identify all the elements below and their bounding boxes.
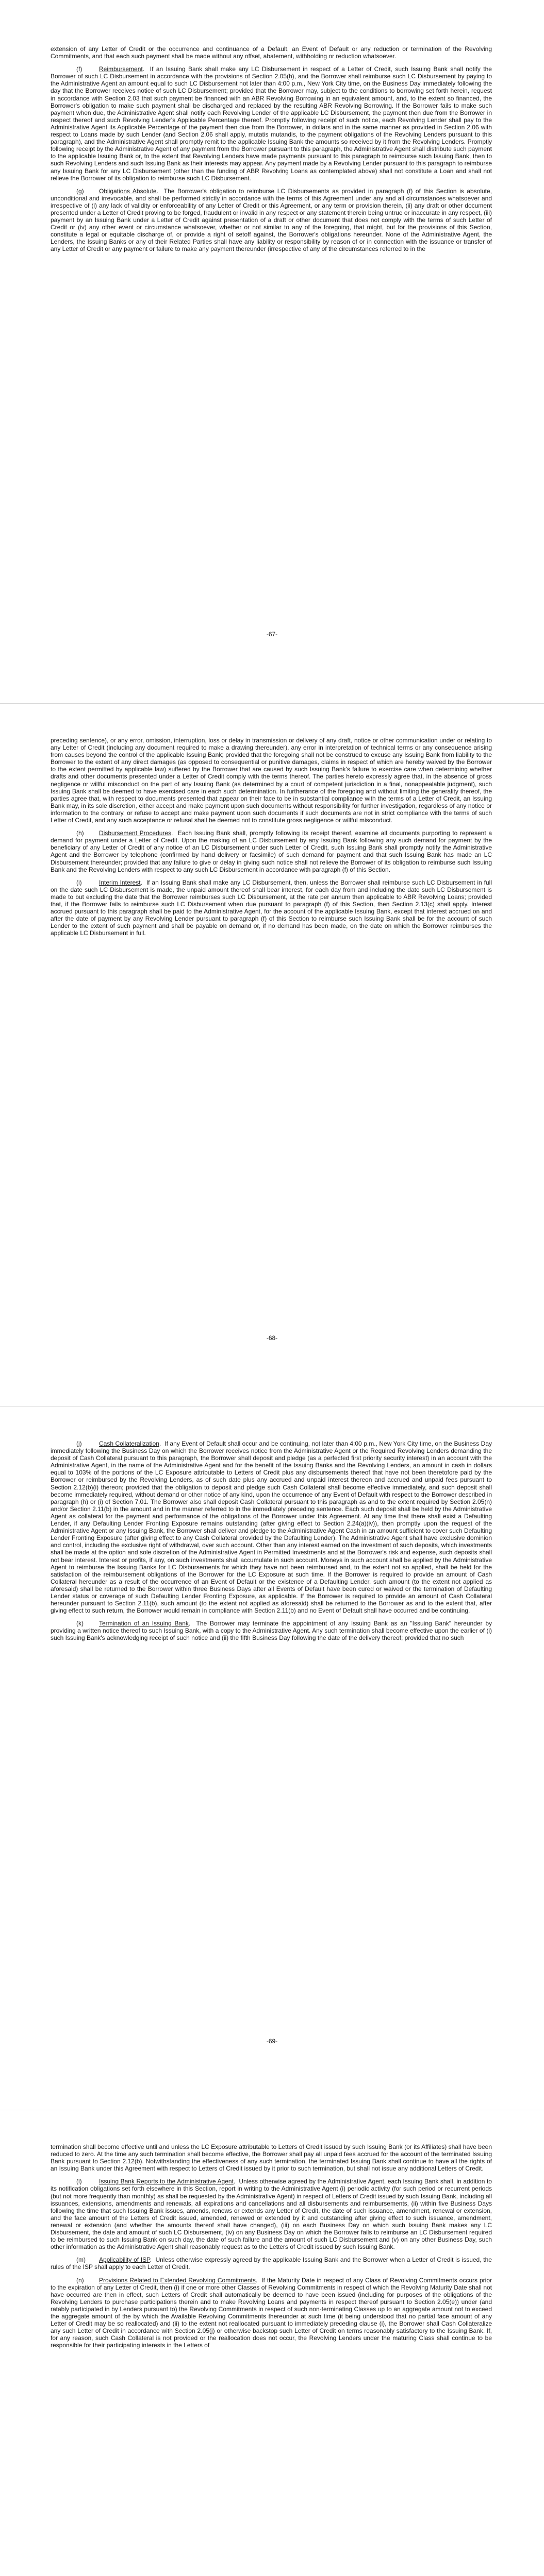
section-l-issuing-bank-reports: (l) Issuing Bank Reports to the Administrative Agent. Unless otherwise agreed by the Administrative Agent, each Issuing Bank shall, in addition to its notification obligations set forth elsewhere in this Section, report in writing to the Administrative Agent (i) periodic activity (for such period or recurrent periods (but not more frequently than monthly) as shall be requested by the Administrative Agent) in respect of Letters of Credit issued by such Issuing Bank, including all issuances, extensions, amendments and renewals, all expirations and cancellations and all disbursements and reimbursements, (ii) within five Business Days following the time that such Issuing Bank issues, amends, renews or extends any Letter of Credit, the date of such issuance, amendment, renewal or extension, and the face amount of the Letters of Credit issued, amended, renewed or extended by it and outstanding after giving effect to such issuance, amendment, renewal or extension (and whether the amounts thereof shall have changed), (iii) on each Business Day on which such Issuing Bank makes any LC Disbursement, the date and amount of such LC Disbursement, (iv) on any Business Day on which the Borrower fails to reimburse an LC Disbursement required to be reimbursed to such Issuing Bank on such day, the date of such failure and the amount of such LC Disbursement and (v) on any other Business Day, such other information as the Administrative Agent shall reasonably request as to the Letters of Credit issued by such Issuing Bank. <box>51 2178 492 2251</box>
section-label: (j) <box>76 1440 82 1447</box>
page-67-body <box>51 45 492 259</box>
section-text: If the Maturity Date in respect of any Class of Revolving Commitments occurs prior to the expiration of any Letter of Credit, then (i) if one or more other Classes of Revolving Commitments in respect of which the Revolving Maturity Date shall not have occurred are then in effect, such Letters of Credit shall automatically be deemed to have been issued (including for purposes of the obligations of the Revolving Lenders to purchase participations therein and to make Revolving Loans and payments in respect thereof pursuant to Section 2.05(e)) under (and ratably participated in by Lenders pursuant to) the Revolving Commitments in respect of such non-terminating Classes up to an aggregate amount not to exceed the aggregate amount of the by which the Available Revolving Commitments thereunder at such time (it being understood that no partial face amount of any Letter of Credit may be so reallocated) and (ii) to the extent not reallocated pursuant to immediately preceding clause (i), the Borrower shall Cash Collateralize any such Letter of Credit in accordance with Section 2.05(j) or otherwise backstop such Letter of Credit on terms reasonably satisfactory to the Issuing Bank. If, for any reason, such Cash Collateral is not provided or the reallocation does not occur, the Revolving Lenders under the maturing Class shall continue to be responsible for their participating interests in the Letters of <box>51 2276 492 2349</box>
section-heading: Reimbursement <box>99 65 143 73</box>
section-g-obligations-absolute: (g) Obligations Absolute. The Borrower's obligation to reimburse LC Disbursements as provided in paragraph (f) of this Section is absolute, unconditional and irrevocable, and shall be performed strictly in accordance with the terms of this Agreement under any and all circumstances whatsoever and irrespective of (i) any lack of validity or enforceability of any Letter of Credit or this Agreement, or any term or provision therein, (ii) any draft or other document presented under a Letter of Credit proving to be forged, fraudulent or invalid in any respect or any statement therein being untrue or inaccurate in any respect, (iii) payment by an Issuing Bank under a Letter of Credit against presentation of a draft or other document that does not comply with the terms of such Letter of Credit or (iv) any other event or circumstance whatsoever, whether or not similar to any of the foregoing, that might, but for the provisions of this Section, constitute a legal or equitable discharge of, or provide a right of setoff against, the Borrower's obligations hereunder. None of the Administrative Agent, the Lenders, the Issuing Banks or any of their Related Parties shall have any liability or responsibility by reason of or in connection with the issuance or transfer of any Letter of Credit or any payment or failure to make any payment thereunder (irrespective of any of the circumstances referred to in the <box>51 187 492 253</box>
section-text: Unless otherwise expressly agreed by the applicable Issuing Bank and the Borrower when a Letter of Credit is issued, the rules of the ISP shall apply to each Letter of Credit. <box>51 2256 492 2271</box>
section-label: (k) <box>76 1620 84 1628</box>
section-heading: Termination of an Issuing Bank <box>99 1620 189 1628</box>
page-69 <box>0 1407 544 2110</box>
section-label: (f) <box>76 65 83 73</box>
section-k-termination-of-issuing-bank: (k) Termination of an Issuing Bank. The Borrower may terminate the appointment of any Issuing Bank as an "Issuing Bank" hereunder by providing a written notice thereof to such Issuing Bank, with a copy to the Administrative Agent. Any such termination shall become effective upon the earlier of (i) such Issuing Bank's acknowledging receipt of such notice and (ii) the fifth Business Day following the date of the delivery thereof; provided that no such <box>51 1620 492 1642</box>
section-m-applicability-of-isp: (m) Applicability of ISP. Unless otherwise expressly agreed by the applicable Issuing Bank and the Borrower when a Letter of Credit is issued, the rules of the ISP shall apply to each Letter of Credit. <box>51 2256 492 2271</box>
section-heading: Cash Collateralization <box>99 1440 159 1447</box>
section-text: If an Issuing Bank shall make any LC Disbursement in respect of a Letter of Credit, such Issuing Bank shall notify the Borrower of such LC Disbursement in accordance with the provisions of Section 2.05(h), and the Borrower shall reimburse such LC Disbursement by paying to the Administrative Agent an amount equal to such LC Disbursement not later than 4:00 p.m., New York City time, on the Business Day immediately following the day that the Borrower receives notice of such LC Disbursement; provided that the Borrower may, subject to the conditions to borrowing set forth herein, request in accordance with Section 2.03 that such payment be financed with an ABR Revolving Borrowing in an equivalent amount, and, to the extent so financed, the Borrower's obligation to make such payment shall be discharged and replaced by the resulting ABR Revolving Borrowing. If the Borrower fails to make such payment when due, the Administrative Agent shall notify each Revolving Lender of the applicable LC Disbursement, the payment then due from the Borrower in respect thereof and such Revolving Lender's Applicable Percentage thereof. Promptly following receipt of such notice, each Revolving Lender shall pay to the Administrative Agent its Applicable Percentage of the payment then due from the Borrower, in dollars and in the same manner as provided in Section 2.06 with respect to Loans made by such Lender (and Section 2.06 shall apply, mutatis mutandis, to the payment obligations of the Revolving Lenders pursuant to this paragraph), and the Administrative Agent shall promptly remit to the applicable Issuing Bank the amounts so received by it from the Revolving Lenders. Promptly following receipt by the Administrative Agent of any payment from the Borrower pursuant to this paragraph, the Administrative Agent shall distribute such payment to the applicable Issuing Bank or, to the extent that Revolving Lenders have made payments pursuant to this paragraph to reimburse such Issuing Bank, then to such Revolving Lenders and such Issuing Bank as their interests may appear. Any payment made by a Revolving Lender pursuant to this paragraph to reimburse any Issuing Bank for any LC Disbursement (other than the funding of ABR Revolving Loans as contemplated above) shall not constitute a Loan and shall not relieve the Borrower of its obligation to reimburse such LC Disbursement. <box>51 65 492 182</box>
section-heading: Disbursement Procedures <box>99 829 172 837</box>
section-label: (g) <box>76 187 84 195</box>
page-number: -68- <box>266 1334 278 1342</box>
section-text: Each Issuing Bank shall, promptly following its receipt thereof, examine all documents purporting to represent a demand for payment under a Letter of Credit. Upon the making of an LC Disbursement by any Issuing Bank following any such demand for payment by the beneficiary of any Letter of Credit of any notice of an LC Disbursement under such Letter of Credit, such Issuing Bank shall promptly notify the Administrative Agent and the Borrower by telephone (confirmed by hand delivery or facsimile) of such demand for payment and that such Issuing Bank has made an LC Disbursement thereunder; provided that any failure to give or delay in giving such notice shall not relieve the Borrower of its obligation to reimburse such Issuing Bank and the Revolving Lenders with respect to any such LC Disbursement in accordance with paragraph (f) of this Section. <box>51 829 492 873</box>
section-heading: Provisions Related to Extended Revolving Commitments <box>99 2276 256 2284</box>
section-heading: Interim Interest <box>99 878 141 886</box>
continuation-paragraph: preceding sentence), or any error, omission, interruption, loss or delay in transmission or delivery of any draft, notice or other communication under or relating to any Letter of Credit (including any document required to make a drawing thereunder), any error in interpretation of technical terms or any consequence arising from causes beyond the control of the applicable Issuing Bank; provided that the foregoing shall not be construed to excuse any Issuing Bank from liability to the Borrower to the extent of any direct damages (as opposed to consequential or punitive damages, claims in respect of which are hereby waived by the Borrower to the extent permitted by applicable law) suffered by the Borrower that are caused by such Issuing Bank's failure to exercise care when determining whether drafts and other documents presented under a Letter of Credit comply with the terms thereof. The parties hereto expressly agree that, in the absence of gross negligence or willful misconduct on the part of any Issuing Bank (as determined by a court of competent jurisdiction in a final, nonappealable judgment), such Issuing Bank shall be deemed to have exercised care in each such determination. In furtherance of the foregoing and without limiting the generality thereof, the parties agree that, with respect to documents presented that appear on their face to be in substantial compliance with the terms of a Letter of Credit, an Issuing Bank may, in its sole discretion, either accept and make payment upon such documents without responsibility for further investigation, regardless of any notice or information to the contrary, or refuse to accept and make payment upon such documents if such documents are not in strict compliance with the terms of such Letter of Credit, and any such acceptance or refusal shall be deemed not to constitute gross negligence or willful misconduct. <box>51 737 492 824</box>
section-f-reimbursement: (f) Reimbursement. If an Issuing Bank shall make any LC Disbursement in respect of a Letter of Credit, such Issuing Bank shall notify the Borrower of such LC Disbursement in accordance with the provisions of Section 2.05(h), and the Borrower shall reimburse such LC Disbursement by paying to the Administrative Agent an amount equal to such LC Disbursement not later than 4:00 p.m., New York City time, on the Business Day immediately following the day that the Borrower receives notice of such LC Disbursement; provided that the Borrower may, subject to the conditions to borrowing set forth herein, request in accordance with Section 2.03 that such payment be financed with an ABR Revolving Borrowing in an equivalent amount, and, to the extent so financed, the Borrower's obligation to make such payment shall be discharged and replaced by the resulting ABR Revolving Borrowing. If the Borrower fails to make such payment when due, the Administrative Agent shall notify each Revolving Lender of the applicable LC Disbursement, the payment then due from the Borrower in respect thereof and such Revolving Lender's Applicable Percentage thereof. Promptly following receipt of such notice, each Revolving Lender shall pay to the Administrative Agent its Applicable Percentage of the payment then due from the Borrower, in dollars and in the same manner as provided in Section 2.06 with respect to Loans made by such Lender (and Section 2.06 shall apply, mutatis mutandis, to the payment obligations of the Revolving Lenders pursuant to this paragraph), and the Administrative Agent shall promptly remit to the applicable Issuing Bank the amounts so received by it from the Revolving Lenders. Promptly following receipt by the Administrative Agent of any payment from the Borrower pursuant to this paragraph, the Administrative Agent shall distribute such payment to the applicable Issuing Bank or, to the extent that Revolving Lenders have made payments pursuant to this paragraph to reimburse such Issuing Bank, then to such Revolving Lenders and such Issuing Bank as their interests may appear. Any payment made by a Revolving Lender pursuant to this paragraph to reimburse any Issuing Bank for any LC Disbursement (other than the funding of ABR Revolving Loans as contemplated above) shall not constitute a Loan and shall not relieve the Borrower of its obligation to reimburse such LC Disbursement. <box>51 65 492 182</box>
page-70 <box>0 2110 544 2576</box>
section-label: (i) <box>76 878 82 886</box>
section-heading: Obligations Absolute <box>99 187 157 195</box>
page-number: -67- <box>266 631 278 638</box>
section-i-interim-interest: (i) Interim Interest. If an Issuing Bank shall make any LC Disbursement, then, unless the Borrower shall reimburse such LC Disbursement in full on the date such LC Disbursement is made, the unpaid amount thereof shall bear interest, for each day from and including the date such LC Disbursement is made to but excluding the date that the Borrower reimburses such LC Disbursement, at the rate per annum then applicable to ABR Revolving Loans; provided that, if the Borrower fails to reimburse such LC Disbursement when due pursuant to paragraph (f) of this Section, then Section 2.13(c) shall apply. Interest accrued pursuant to this paragraph shall be paid to the Administrative Agent, for the account of the applicable Issuing Bank, except that interest accrued on and after the date of payment by any Revolving Lender pursuant to paragraph (f) of this Section to reimburse such Issuing Bank shall be for the account of such Lender to the extent of such payment and shall be payable on demand or, if no demand has been made, on the date on which the Borrower reimburses the applicable LC Disbursement in full. <box>51 878 492 937</box>
section-label: (h) <box>76 829 84 837</box>
section-text: Unless otherwise agreed by the Administrative Agent, each Issuing Bank shall, in addition to its notification obligations set forth elsewhere in this Section, report in writing to the Administrative Agent (i) periodic activity (for such period or recurrent periods (but not more frequently than monthly) as shall be requested by the Administrative Agent) in respect of Letters of Credit issued by such Issuing Bank, including all issuances, extensions, amendments and renewals, all expirations and cancellations and all disbursements and reimbursements, (ii) within five Business Days following the time that such Issuing Bank issues, amends, renews or extends any Letter of Credit, the date of such issuance, amendment, renewal or extension, and the face amount of the Letters of Credit issued, amended, renewed or extended by it and outstanding after giving effect to such issuance, amendment, renewal or extension (and whether the amounts thereof shall have changed), (iii) on each Business Day on which such Issuing Bank makes any LC Disbursement, the date and amount of such LC Disbursement, (iv) on any Business Day on which the Borrower fails to reimburse an LC Disbursement required to be reimbursed to such Issuing Bank on such day, the date of such failure and the amount of such LC Disbursement and (v) on any other Business Day, such other information as the Administrative Agent shall reasonably request as to the Letters of Credit issued by such Issuing Bank. <box>51 2178 492 2251</box>
page-69-body <box>51 1440 492 1648</box>
section-n-extended-revolving-commitments: (n) Provisions Related to Extended Revolving Commitments. If the Maturity Date in respect of any Class of Revolving Commitments occurs prior to the expiration of any Letter of Credit, then (i) if one or more other Classes of Revolving Commitments in respect of which the Revolving Maturity Date shall not have occurred are then in effect, such Letters of Credit shall automatically be deemed to have been issued (including for purposes of the obligations of the Revolving Lenders to purchase participations therein and to make Revolving Loans and payments in respect thereof pursuant to Section 2.05(e)) under (and ratably participated in by Lenders pursuant to) the Revolving Commitments in respect of such non-terminating Classes up to an aggregate amount not to exceed the aggregate amount of the by which the Available Revolving Commitments thereunder at such time (it being understood that no partial face amount of any Letter of Credit may be so reallocated) and (ii) to the extent not reallocated pursuant to immediately preceding clause (i), the Borrower shall Cash Collateralize any such Letter of Credit in accordance with Section 2.05(j) or otherwise backstop such Letter of Credit on terms reasonably satisfactory to the Issuing Bank. If, for any reason, such Cash Collateral is not provided or the reallocation does not occur, the Revolving Lenders under the maturing Class shall continue to be responsible for their participating interests in the Letters of <box>51 2276 492 2349</box>
section-heading: Applicability of ISP <box>99 2256 150 2264</box>
section-label: (l) <box>76 2178 82 2185</box>
page-70-body <box>51 2143 492 2354</box>
page-68 <box>0 704 544 1406</box>
section-h-disbursement-procedures: (h) Disbursement Procedures. Each Issuing Bank shall, promptly following its receipt thereof, examine all documents purporting to represent a demand for payment under a Letter of Credit. Upon the making of an LC Disbursement by any Issuing Bank following any such demand for payment by the beneficiary of any Letter of Credit of any notice of an LC Disbursement under such Letter of Credit, such Issuing Bank shall promptly notify the Administrative Agent and the Borrower by telephone (confirmed by hand delivery or facsimile) of such demand for payment and that such Issuing Bank has made an LC Disbursement thereunder; provided that any failure to give or delay in giving such notice shall not relieve the Borrower of its obligation to reimburse such Issuing Bank and the Revolving Lenders with respect to any such LC Disbursement in accordance with paragraph (f) of this Section. <box>51 829 492 873</box>
section-label: (m) <box>76 2256 86 2264</box>
continuation-paragraph: extension of any Letter of Credit or the occurrence and continuance of a Default, an Event of Default or any reduction or termination of the Revolving Commitments, and that each such payment shall be made without any offset, abatement, withholding or reduction whatsoever. <box>51 45 492 60</box>
section-text: The Borrower may terminate the appointment of any Issuing Bank as an "Issuing Bank" hereunder by providing a written notice thereof to such Issuing Bank, with a copy to the Administrative Agent. Any such termination shall become effective upon the earlier of (i) such Issuing Bank's acknowledging receipt of such notice and (ii) the fifth Business Day following the date of the delivery thereof; provided that no such <box>51 1620 492 1642</box>
section-j-cash-collateralization: (j) Cash Collateralization. If any Event of Default shall occur and be continuing, not later than 4:00 p.m., New York City time, on the Business Day immediately following the Business Day on which the Borrower receives notice from the Administrative Agent or the Required Revolving Lenders demanding the deposit of Cash Collateral pursuant to this paragraph, the Borrower shall deposit and pledge (as a perfected first priority security interest) in an account with the Administrative Agent, in the name of the Administrative Agent and for the benefit of the Issuing Banks and the Revolving Lenders, an amount in cash in dollars equal to 103% of the portions of the LC Exposure attributable to Letters of Credit plus any disbursements thereof that have not been theretofore paid by the Borrower or reimbursed by the Revolving Lenders, as of such date plus any accrued and unpaid interest thereon and accrued and unpaid fees pursuant to Section 2.12(b)(i) thereon; provided that the obligation to deposit and pledge such Cash Collateral shall become effective immediately, and such deposit shall become immediately required, without demand or other notice of any kind, upon the occurrence of any Event of Default with respect to the Borrower described in paragraph (h) or (i) of Section 7.01. The Borrower also shall deposit Cash Collateral pursuant to this paragraph as and to the extent required by Section 2.05(n) and/or Section 2.11(b) in the amount and in the manner referred to in the immediately preceding sentence. Each such deposit shall be held by the Administrative Agent as collateral for the payment and performance of the obligations of the Borrower under this Agreement. At any time that there shall exist a Defaulting Lender, if any Defaulting Lender Fronting Exposure remains outstanding (after giving effect to Section 2.24(a)(iv)), then promptly upon the request of the Administrative Agent or any Issuing Bank, the Borrower shall deliver and pledge to the Administrative Agent Cash in an amount sufficient to cover such Defaulting Lender Fronting Exposure (after giving effect to any Cash Collateral provided by the Defaulting Lender). The Administrative Agent shall have exclusive dominion and control, including the exclusive right of withdrawal, over such account. Other than any interest earned on the investment of such deposits, which investments shall be made at the option and sole discretion of the Administrative Agent in Permitted Investments and at the Borrower's risk and expense, such deposits shall not bear interest. Interest or profits, if any, on such investments shall accumulate in such account. Moneys in such account shall be applied by the Administrative Agent to reimburse the Issuing Banks for LC Disbursements for which they have not been reimbursed and, to the extent not so applied, shall be held for the satisfaction of the reimbursement obligations of the Borrower for the LC Exposure at such time. If the Borrower is required to provide an amount of Cash Collateral hereunder as a result of the occurrence of an Event of Default or the existence of a Defaulting Lender, such amount (to the extent not applied as aforesaid) shall be returned to the Borrower within three Business Days after all Events of Default have been cured or waived or the termination of Defaulting Lender status or coverage of such Defaulting Lender Fronting Exposure, as applicable. If the Borrower is required to provide an amount of Cash Collateral hereunder pursuant to Section 2.11(b), such amount (to the extent not applied as aforesaid) shall be returned to the Borrower as and to the extent that, after giving effect to such return, the Borrower would remain in compliance with Section 2.11(b) and no Event of Default shall have occurred and be continuing. <box>51 1440 492 1615</box>
section-heading: Issuing Bank Reports to the Administrative Agent <box>99 2178 234 2185</box>
page-68-body <box>51 737 492 942</box>
section-label: (n) <box>76 2276 84 2284</box>
section-text: If an Issuing Bank shall make any LC Disbursement, then, unless the Borrower shall reimburse such LC Disbursement in full on the date such LC Disbursement is made, the unpaid amount thereof shall bear interest, for each day from and including the date such LC Disbursement is made to but excluding the date that the Borrower reimburses such LC Disbursement, at the rate per annum then applicable to ABR Revolving Loans; provided that, if the Borrower fails to reimburse such LC Disbursement when due pursuant to paragraph (f) of this Section, then Section 2.13(c) shall apply. Interest accrued pursuant to this paragraph shall be paid to the Administrative Agent, for the account of the applicable Issuing Bank, except that interest accrued on and after the date of payment by any Revolving Lender pursuant to paragraph (f) of this Section to reimburse such Issuing Bank shall be for the account of such Lender to the extent of such payment and shall be payable on demand or, if no demand has been made, on the date on which the Borrower reimburses the applicable LC Disbursement in full. <box>51 878 492 937</box>
section-text: The Borrower's obligation to reimburse LC Disbursements as provided in paragraph (f) of this Section is absolute, unconditional and irrevocable, and shall be performed strictly in accordance with the terms of this Agreement under any and all circumstances whatsoever and irrespective of (i) any lack of validity or enforceability of any Letter of Credit or this Agreement, or any term or provision therein, (ii) any draft or other document presented under a Letter of Credit proving to be forged, fraudulent or invalid in any respect or any statement therein being untrue or inaccurate in any respect, (iii) payment by an Issuing Bank under a Letter of Credit against presentation of a draft or other document that does not comply with the terms of such Letter of Credit or (iv) any other event or circumstance whatsoever, whether or not similar to any of the foregoing, that might, but for the provisions of this Section, constitute a legal or equitable discharge of, or provide a right of setoff against, the Borrower's obligations hereunder. None of the Administrative Agent, the Lenders, the Issuing Banks or any of their Related Parties shall have any liability or responsibility by reason of or in connection with the issuance or transfer of any Letter of Credit or any payment or failure to make any payment thereunder (irrespective of any of the circumstances referred to in the <box>51 187 492 253</box>
page-67 <box>0 0 544 703</box>
page-number: -69- <box>266 2038 278 2045</box>
continuation-paragraph: termination shall become effective until and unless the LC Exposure attributable to Letters of Credit issued by such Issuing Bank (or its Affiliates) shall have been reduced to zero. At the time any such termination shall become effective, the Borrower shall pay all unpaid fees accrued for the account of the terminated Issuing Bank pursuant to Section 2.12(b). Notwithstanding the effectiveness of any such termination, the terminated Issuing Bank shall continue to have all the rights of an Issuing Bank under this Agreement with respect to Letters of Credit issued by it prior to such termination, but shall not issue any additional Letters of Credit. <box>51 2143 492 2173</box>
section-text: If any Event of Default shall occur and be continuing, not later than 4:00 p.m., New York City time, on the Business Day immediately following the Business Day on which the Borrower receives notice from the Administrative Agent or the Required Revolving Lenders demanding the deposit of Cash Collateral pursuant to this paragraph, the Borrower shall deposit and pledge (as a perfected first priority security interest) in an account with the Administrative Agent, in the name of the Administrative Agent and for the benefit of the Issuing Banks and the Revolving Lenders, an amount in cash in dollars equal to 103% of the portions of the LC Exposure attributable to Letters of Credit plus any disbursements thereof that have not been theretofore paid by the Borrower or reimbursed by the Revolving Lenders, as of such date plus any accrued and unpaid interest thereon and accrued and unpaid fees pursuant to Section 2.12(b)(i) thereon; provided that the obligation to deposit and pledge such Cash Collateral shall become effective immediately, and such deposit shall become immediately required, without demand or other notice of any kind, upon the occurrence of any Event of Default with respect to the Borrower described in paragraph (h) or (i) of Section 7.01. The Borrower also shall deposit Cash Collateral pursuant to this paragraph as and to the extent required by Section 2.05(n) and/or Section 2.11(b) in the amount and in the manner referred to in the immediately preceding sentence. Each such deposit shall be held by the Administrative Agent as collateral for the payment and performance of the obligations of the Borrower under this Agreement. At any time that there shall exist a Defaulting Lender, if any Defaulting Lender Fronting Exposure remains outstanding (after giving effect to Section 2.24(a)(iv)), then promptly upon the request of the Administrative Agent or any Issuing Bank, the Borrower shall deliver and pledge to the Administrative Agent Cash in an amount sufficient to cover such Defaulting Lender Fronting Exposure (after giving effect to any Cash Collateral provided by the Defaulting Lender). The Administrative Agent shall have exclusive dominion and control, including the exclusive right of withdrawal, over such account. Other than any interest earned on the investment of such deposits, which investments shall be made at the option and sole discretion of the Administrative Agent in Permitted Investments and at the Borrower's risk and expense, such deposits shall not bear interest. Interest or profits, if any, on such investments shall accumulate in such account. Moneys in such account shall be applied by the Administrative Agent to reimburse the Issuing Banks for LC Disbursements for which they have not been reimbursed and, to the extent not so applied, shall be held for the satisfaction of the reimbursement obligations of the Borrower for the LC Exposure at such time. If the Borrower is required to provide an amount of Cash Collateral hereunder as a result of the occurrence of an Event of Default or the existence of a Defaulting Lender, such amount (to the extent not applied as aforesaid) shall be returned to the Borrower within three Business Days after all Events of Default have been cured or waived or the termination of Defaulting Lender status or coverage of such Defaulting Lender Fronting Exposure, as applicable. If the Borrower is required to provide an amount of Cash Collateral hereunder pursuant to Section 2.11(b), such amount (to the extent not applied as aforesaid) shall be returned to the Borrower as and to the extent that, after giving effect to such return, the Borrower would remain in compliance with Section 2.11(b) and no Event of Default shall have occurred and be continuing. <box>51 1440 492 1615</box>
